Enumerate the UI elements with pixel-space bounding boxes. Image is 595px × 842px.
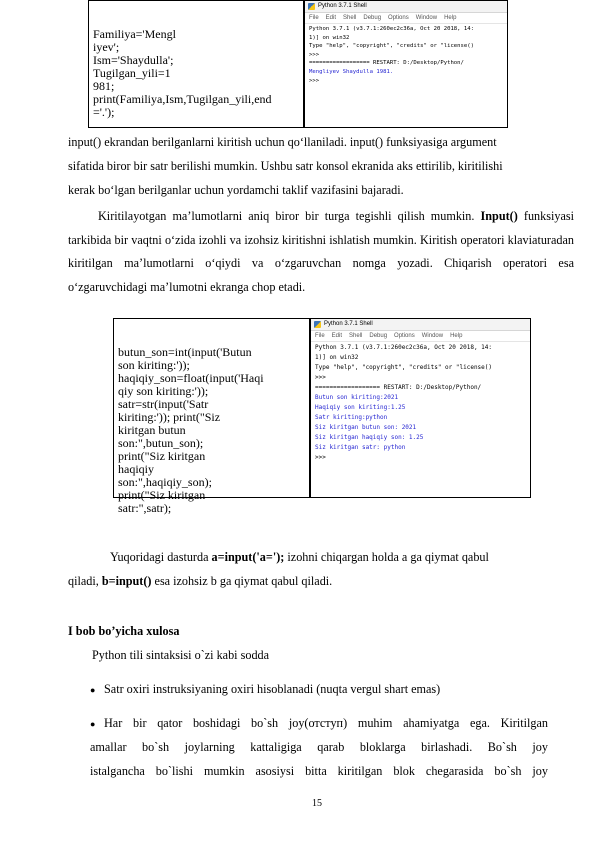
shell-line: 1)] on win32 bbox=[315, 354, 359, 361]
shell-menubar bbox=[305, 13, 507, 24]
code-line: kiritgan butun bbox=[118, 423, 186, 437]
para2: Kiritilayotgan ma’lumotlarni aniq biror bir turga tegishli qilish mumkin. Input() funksiyasi tarkibida bir vaqtni o‘zida izohli va izohsiz kiritishni ishlatish mumkin. Kiritish operatori klaviaturadan kiritilgan ma’lumotlarni o‘qiydi va o‘zgaruvchan nomga yozadi. Chiqarish operatori esa o‘zgaruvchidagi ma’lumotni ekranga chop etadi. bbox=[68, 209, 574, 294]
code-lines-top bbox=[93, 28, 299, 119]
code-line: Ism='Shaydulla'; bbox=[93, 53, 174, 67]
code-line: haqiqiy bbox=[118, 462, 154, 476]
shell-line: Siz kiritgan satr: python bbox=[315, 444, 406, 451]
section-intro: Python tili sintaksisi o`zi kabi sodda bbox=[92, 648, 270, 662]
menu-item-file[interactable]: File bbox=[309, 15, 319, 21]
shell-line: Python 3.7.1 (v3.7.1:260ec2c36a, Oct 20 2018, 14: bbox=[315, 344, 493, 351]
menu-item-window[interactable]: Window bbox=[415, 15, 438, 21]
bullet2-line2: amallar bo`sh joylarning kattaligiga qarab bloklarga birlashadi. Bo`sh joy bbox=[90, 740, 548, 754]
shell-line: Mengliyev Shaydulla 1981. bbox=[309, 68, 394, 75]
python-shell-top bbox=[304, 0, 508, 128]
bullet2-line1: Har bir qator boshidagi bo`sh joy(отступ) muhim ahamiyatga ega. Kiritilgan bbox=[104, 716, 548, 730]
shell-line: Siz kiritgan butun son: 2021 bbox=[315, 424, 417, 431]
para3-line2: qiladi, b=input() esa izohsiz b ga qiymat qabul qiladi. bbox=[68, 574, 333, 588]
code-cell-mid bbox=[113, 318, 310, 515]
menu-item-options[interactable]: Options bbox=[388, 15, 409, 21]
para3-line1: Yuqoridagi dasturda a=input('a='); izohni chiqargan holda a ga qiymat qabul bbox=[110, 550, 489, 564]
code-cell-top bbox=[88, 0, 304, 128]
python-shell-mid bbox=[310, 318, 531, 498]
code-line: ='.'); bbox=[93, 105, 115, 119]
code-line: 981; bbox=[93, 79, 115, 93]
shell-line: >>> bbox=[309, 77, 320, 84]
code-line: qiy son kiriting:')); bbox=[118, 384, 209, 398]
code-line: Familiya='Mengl bbox=[93, 27, 176, 41]
code-line: satr:",satr); bbox=[118, 501, 172, 515]
para1-line2: sifatida biror bir satr berilishi mumkin. Ushbu satr konsol ekranida aks ettirilib, kiritilishi bbox=[68, 159, 503, 173]
shell-line: Type "help", "copyright", "credits" or "license() bbox=[309, 43, 475, 50]
menu-item-edit[interactable]: Edit bbox=[331, 333, 343, 339]
shell-line: Butun son kiriting:2021 bbox=[315, 394, 399, 401]
code-line: iyev'; bbox=[93, 40, 120, 54]
section-heading: I bob bo’yicha xulosa bbox=[68, 624, 180, 638]
code-line: print(Familiya,Ism,Tugilgan_yili,end bbox=[93, 92, 272, 106]
shell-line: >>> bbox=[309, 51, 320, 58]
code-line: kiriting:')); print("Siz bbox=[118, 410, 221, 424]
para1-line3: kerak bo‘lgan berilganlar uchun yordamchi taklif vazifasini bajaradi. bbox=[68, 183, 404, 197]
shell-output bbox=[305, 24, 507, 86]
menu-item-debug[interactable]: Debug bbox=[369, 333, 388, 339]
shell-menubar bbox=[311, 331, 530, 342]
menu-item-debug[interactable]: Debug bbox=[363, 15, 382, 21]
code-line: print("Siz kiritgan bbox=[118, 488, 206, 502]
shell-line: Satr kiriting:python bbox=[315, 414, 388, 421]
shell-titlebar: Python 3.7.1 Shell bbox=[305, 1, 507, 13]
code-line: print("Siz kiritgan bbox=[118, 449, 206, 463]
menu-item-shell[interactable]: Shell bbox=[349, 333, 363, 339]
shell-output bbox=[311, 342, 530, 464]
menu-item-window[interactable]: Window bbox=[421, 333, 444, 339]
shell-line: >>> bbox=[315, 374, 326, 381]
shell-line: ================== RESTART: D:/Desktop/Python/ bbox=[309, 60, 464, 67]
menu-item-file[interactable]: File bbox=[315, 333, 325, 339]
menu-item-shell[interactable]: Shell bbox=[343, 15, 357, 21]
code-line: Tugilgan_yili=1 bbox=[93, 66, 171, 80]
python-logo-icon bbox=[314, 321, 321, 328]
code-line: son kiriting:')); bbox=[118, 358, 190, 372]
code-line: haqiqiy_son=float(input('Haqi bbox=[118, 371, 264, 385]
bullet2-line3: istalgancha bo`lishi mumkin asosiysi bitta kiritilgan blok chegarasida bo`sh joy bbox=[90, 764, 548, 778]
code-line: butun_son=int(input('Butun bbox=[118, 345, 252, 359]
code-line: satr=str(input('Satr bbox=[118, 397, 209, 411]
menu-item-help[interactable]: Help bbox=[450, 333, 463, 339]
bullet-icon: ● bbox=[90, 719, 96, 729]
menu-item-options[interactable]: Options bbox=[394, 333, 415, 339]
python-logo-icon bbox=[308, 3, 315, 10]
shell-line: Python 3.7.1 (v3.7.1:260ec2c36a, Oct 20 2018, 14: bbox=[309, 26, 475, 32]
shell-titlebar: Python 3.7.1 Shell bbox=[311, 319, 530, 331]
shell-line: Haqiqiy son kiriting:1.25 bbox=[315, 404, 406, 411]
shell-line: ================== RESTART: D:/Desktop/Python/ bbox=[315, 384, 482, 391]
menu-item-edit[interactable]: Edit bbox=[325, 15, 337, 21]
menu-item-help[interactable]: Help bbox=[444, 15, 457, 21]
code-line: son:",butun_son); bbox=[118, 436, 204, 450]
bullet1-text: Satr oxiri instruksiyaning oxiri hisoblanadi (nuqta vergul shart emas) bbox=[104, 682, 441, 696]
code-line: son:",haqiqiy_son); bbox=[118, 475, 212, 489]
code-lines-mid bbox=[118, 346, 305, 515]
shell-line: Type "help", "copyright", "credits" or "license() bbox=[315, 364, 493, 371]
shell-line: >>> bbox=[315, 454, 326, 461]
shell-line: 1)] on win32 bbox=[309, 34, 350, 41]
bullet-icon: ● bbox=[90, 685, 96, 695]
para1-line1: input() ekrandan berilganlarni kiritish uchun qo‘llaniladi. input() funksiyasiga argument bbox=[68, 135, 497, 149]
shell-line: Siz kiritgan haqiqiy son: 1.25 bbox=[315, 434, 424, 441]
page-number: 15 bbox=[312, 798, 322, 809]
